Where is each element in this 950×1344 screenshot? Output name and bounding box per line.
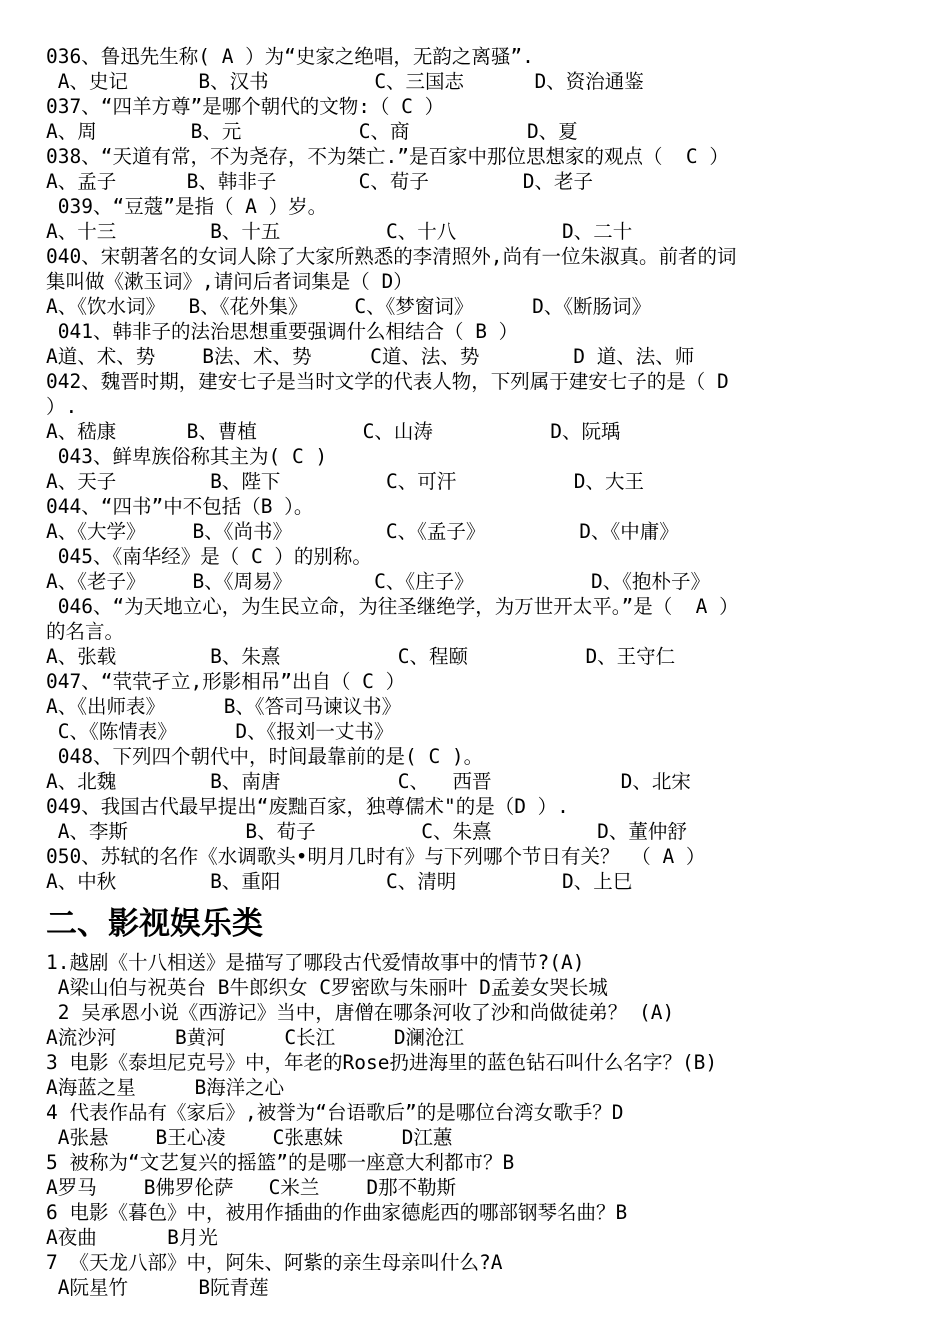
options-048: A、北魏 B、南唐 C、 西晋 D、北宋: [46, 770, 691, 793]
options-4: A张悬 B王心凌 C张惠妹 D江蕙: [46, 1126, 453, 1149]
options-039: A、十三 B、十五 C、十八 D、二十: [46, 220, 633, 243]
question-046-line1: 046、“为天地立心，为生民立命，为往圣继绝学，为万世开太平。”是（ A ）: [46, 595, 739, 618]
options-1: A梁山伯与祝英台 B牛郎织女 C罗密欧与朱丽叶 D孟姜女哭长城: [46, 976, 608, 999]
section-heading-entertainment: 二、影视娱乐类: [46, 906, 263, 942]
question-042-line2: ）.: [46, 395, 78, 418]
question-048: 048、下列四个朝代中，时间最靠前的是( C )。: [46, 745, 484, 768]
question-040-line2: 集叫做《漱玉词》,请问后者词集是（ D）: [46, 270, 413, 293]
options-047-cd: C、《陈情表》 D、《报刘一丈书》: [46, 720, 394, 743]
options-049: A、李斯 B、荀子 C、朱熹 D、董仲舒: [46, 820, 687, 843]
options-2: A流沙河 B黄河 C长江 D澜沧江: [46, 1026, 465, 1049]
question-036: 036、鲁迅先生称( A ）为“史家之绝唱，无韵之离骚”.: [46, 45, 534, 68]
options-3: A海蓝之星 B海洋之心: [46, 1076, 285, 1099]
question-038: 038、“天道有常，不为尧存，不为桀亡.”是百家中那位思想家的观点（ C ）: [46, 145, 729, 168]
question-6: 6 电影《暮色》中，被用作插曲的作曲家德彪西的哪部钢琴名曲？B: [46, 1201, 628, 1224]
question-046-line2: 的名言。: [46, 620, 125, 643]
question-3: 3 电影《泰坦尼克号》中，年老的Rose扔进海里的蓝色钻石叫什么名字？(B): [46, 1051, 718, 1074]
options-047-ab: A、《出师表》 B、《答司马谏议书》: [46, 695, 402, 718]
options-036: A、史记 B、汉书 C、三国志 D、资治通鉴: [46, 70, 644, 93]
options-6: A夜曲 B月光: [46, 1226, 218, 1249]
options-044: A、《大学》 B、《尚书》 C、《孟子》 D、《中庸》: [46, 520, 679, 543]
options-7: A阮星竹 B阮青莲: [46, 1276, 269, 1299]
question-043: 043、鲜卑族俗称其主为( C ): [46, 445, 328, 468]
question-041: 041、韩非子的法治思想重要强调什么相结合（ B ）: [46, 320, 519, 343]
question-042-line1: 042、魏晋时期，建安七子是当时文学的代表人物，下列属于建安七子的是（ D: [46, 370, 729, 393]
question-2: 2 吴承恩小说《西游记》当中，唐僧在哪条河收了沙和尚做徒弟？ (A): [46, 1001, 675, 1024]
question-1: 1.越剧《十八相送》是描写了哪段古代爱情故事中的情节?(A): [46, 951, 585, 974]
document-page: [46, 44, 916, 1300]
options-5: A罗马 B佛罗伦萨 C米兰 D那不勒斯: [46, 1176, 457, 1199]
options-045: A、《老子》 B、《周易》 C、《庄子》 D、《抱朴子》: [46, 570, 711, 593]
question-039: 039、“豆蔻”是指（ A ）岁。: [46, 195, 328, 218]
options-043: A、天子 B、陛下 C、可汗 D、大王: [46, 470, 644, 493]
options-041: A道、术、势 B法、术、势 C道、法、势 D 道、法、师: [46, 345, 695, 368]
quiz-section-entertainment: [46, 950, 916, 1300]
question-037: 037、“四羊方尊”是哪个朝代的文物:（ C ）: [46, 95, 445, 118]
options-040: A、《饮水词》 B、《花外集》 C、《梦窗词》 D、《断肠词》: [46, 295, 652, 318]
question-5: 5 被称为“文艺复兴的摇篮”的是哪一座意大利都市？B: [46, 1151, 515, 1174]
question-047: 047、“茕茕孑立,形影相吊”出自（ C ）: [46, 670, 406, 693]
options-050: A、中秋 B、重阳 C、清明 D、上巳: [46, 870, 633, 893]
question-050: 050、苏轼的名作《水调歌头•明月几时有》与下列哪个节日有关？ （ A ）: [46, 845, 706, 868]
options-042: A、嵇康 B、曹植 C、山涛 D、阮瑀: [46, 420, 621, 443]
question-4: 4 代表作品有《家后》,被誉为“台语歌后”的是哪位台湾女歌手？D: [46, 1101, 624, 1124]
quiz-section-history: [46, 44, 916, 894]
question-045: 045、《南华经》是（ C ）的别称。: [46, 545, 372, 568]
question-049: 049、我国古代最早提出“废黜百家，独尊儒术"的是（D ）.: [46, 795, 569, 818]
options-037: A、周 B、元 C、商 D、夏: [46, 120, 578, 143]
question-7: 7 《天龙八部》中，阿朱、阿紫的亲生母亲叫什么?A: [46, 1251, 503, 1274]
question-044: 044、“四书”中不包括（B ）。: [46, 495, 314, 518]
question-040-line1: 040、宋朝著名的女词人除了大家所熟悉的李清照外,尚有一位朱淑真。前者的词: [46, 245, 737, 268]
options-038: A、孟子 B、韩非子 C、荀子 D、老子: [46, 170, 593, 193]
options-046: A、张载 B、朱熹 C、程颐 D、王守仁: [46, 645, 676, 668]
